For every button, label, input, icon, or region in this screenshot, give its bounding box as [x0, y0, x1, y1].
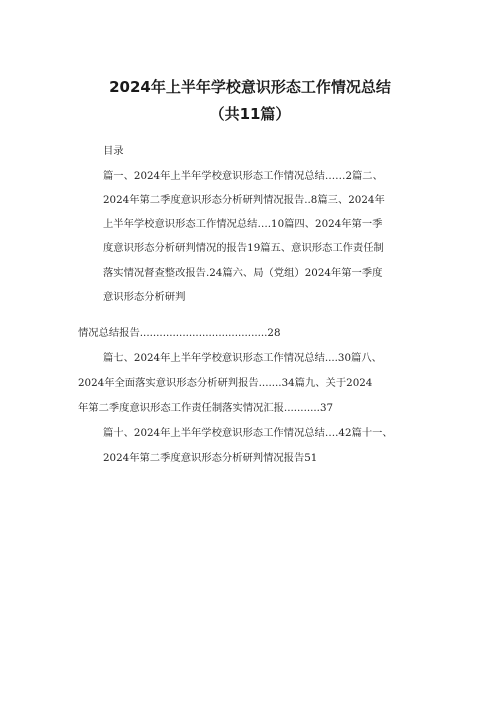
toc-line: 篇一、2024年上半年学校意识形态工作情况总结……2篇二、 — [103, 170, 383, 182]
toc-line: 2024年第二季度意识形态分析研判情况报告51 — [103, 452, 318, 464]
toc-line: 2024年全面落实意识形态分析研判报告.......34篇九、关于2024 — [78, 377, 373, 389]
toc-line: 度意识形态分析研判情况的报告19篇五、意识形态工作责任制 — [103, 242, 384, 254]
document-subtitle: （共11篇） — [209, 105, 291, 123]
toc-line: 意识形态分析研判 — [103, 291, 186, 303]
document-title: 2024年上半年学校意识形态工作情况总结 — [109, 78, 391, 96]
toc-line: 落实情况督查整改报告.24篇六、局（党组）2024年第一季度 — [103, 267, 383, 279]
toc-line: 2024年第二季度意识形态分析研判情况报告..8篇三、2024年 — [103, 194, 385, 206]
toc-line: 上半年学校意识形态工作情况总结….10篇四、2024年第一季 — [103, 218, 383, 230]
toc-heading: 目录 — [103, 145, 124, 157]
toc-line: 篇七、2024年上半年学校意识形态工作情况总结....30篇八、 — [103, 352, 382, 364]
toc-line: 年第二季度意识形态工作责任制落实情况汇报...........37 — [78, 402, 334, 414]
toc-line: 情况总结报告.......................................28 — [78, 327, 281, 339]
toc-line: 篇十、2024年上半年学校意识形态工作情况总结….42篇十一、 — [103, 427, 393, 439]
